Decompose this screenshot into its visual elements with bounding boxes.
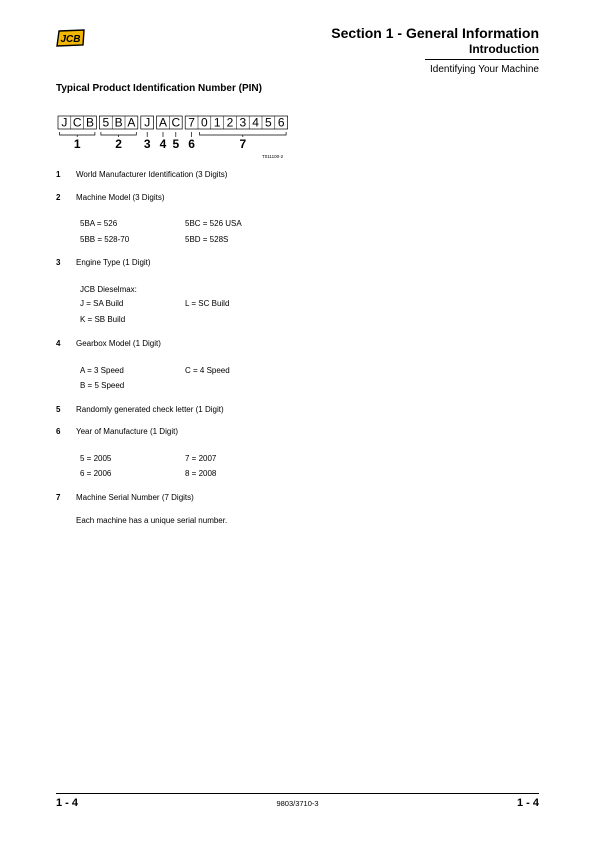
header-divider xyxy=(425,59,539,60)
item-text: Randomly generated check letter (1 Digit) xyxy=(76,405,224,414)
option: 5 = 2005 xyxy=(80,454,112,463)
options-heading: JCB Dieselmax: xyxy=(80,285,137,294)
document-number: 9803/3710-3 xyxy=(276,799,319,808)
item-text: Year of Manufacture (1 Digit) xyxy=(76,427,178,436)
pin-character: A xyxy=(127,115,136,130)
page-number-left: 1 - 4 xyxy=(56,797,79,809)
option: 5BD = 528S xyxy=(185,235,229,244)
option: 7 = 2007 xyxy=(185,454,217,463)
pin-group-label: 2 xyxy=(115,137,122,151)
pin-character: B xyxy=(114,115,123,130)
pin-character: A xyxy=(158,115,168,130)
pin-group-label: 3 xyxy=(143,137,151,151)
topic-title: Identifying Your Machine xyxy=(430,64,539,75)
pin-group-label: 4 xyxy=(159,137,167,151)
pin-group-label: 1 xyxy=(73,137,81,151)
pin-character: 5 xyxy=(265,115,272,130)
pin-character: C xyxy=(171,115,181,130)
pin-character: C xyxy=(72,115,82,130)
option: A = 3 Speed xyxy=(80,366,124,375)
option: 5BB = 528-70 xyxy=(80,235,130,244)
footer-divider xyxy=(56,793,539,794)
pin-group-label: 7 xyxy=(239,137,247,151)
section-subtitle: Introduction xyxy=(469,42,539,56)
item-note: Each machine has a unique serial number. xyxy=(76,516,228,525)
option: 8 = 2008 xyxy=(185,469,217,478)
option: J = SA Build xyxy=(80,299,124,308)
section-title: Section 1 - General Information xyxy=(331,25,539,41)
pin-character: J xyxy=(144,115,151,130)
logo-text: JCB xyxy=(60,34,81,45)
pin-group-label: 6 xyxy=(188,137,195,151)
pin-character: 0 xyxy=(201,115,208,130)
pin-character: 2 xyxy=(226,115,234,130)
item-number: 4 xyxy=(56,339,61,348)
pin-group-label: 5 xyxy=(172,137,180,151)
pin-character: 6 xyxy=(277,115,285,130)
item-number: 3 xyxy=(56,258,61,267)
option: L = SC Build xyxy=(185,299,230,308)
option: C = 4 Speed xyxy=(185,366,230,375)
pin-character: J xyxy=(61,115,68,130)
option: 5BC = 526 USA xyxy=(185,219,242,228)
item-number: 5 xyxy=(56,405,61,414)
pin-character: 3 xyxy=(239,115,247,130)
pin-character: B xyxy=(85,115,95,130)
item-text: Engine Type (1 Digit) xyxy=(76,258,151,267)
pin-character: 4 xyxy=(252,115,259,130)
item-text: World Manufacturer Identification (3 Digits) xyxy=(76,170,228,179)
item-number: 1 xyxy=(56,170,61,179)
figure-reference: T011100-2 xyxy=(262,154,284,159)
page-number-right: 1 - 4 xyxy=(516,797,539,809)
pin-character: 1 xyxy=(213,115,221,130)
option: 5BA = 526 xyxy=(80,219,118,228)
jcb-logo xyxy=(56,29,86,47)
item-text: Machine Serial Number (7 Digits) xyxy=(76,493,194,502)
item-number: 7 xyxy=(56,493,61,502)
pin-character: 5 xyxy=(102,115,110,130)
item-number: 6 xyxy=(56,427,61,436)
option: K = SB Build xyxy=(80,315,126,324)
item-text: Machine Model (3 Digits) xyxy=(76,193,165,202)
option: B = 5 Speed xyxy=(80,381,125,390)
jcb-logo-graphic xyxy=(56,29,86,47)
item-text: Gearbox Model (1 Digit) xyxy=(76,339,161,348)
pin-character: 7 xyxy=(188,115,195,130)
option: 6 = 2006 xyxy=(80,469,112,478)
pin-heading: Typical Product Identification Number (PIN) xyxy=(56,83,262,94)
item-number: 2 xyxy=(56,193,61,202)
